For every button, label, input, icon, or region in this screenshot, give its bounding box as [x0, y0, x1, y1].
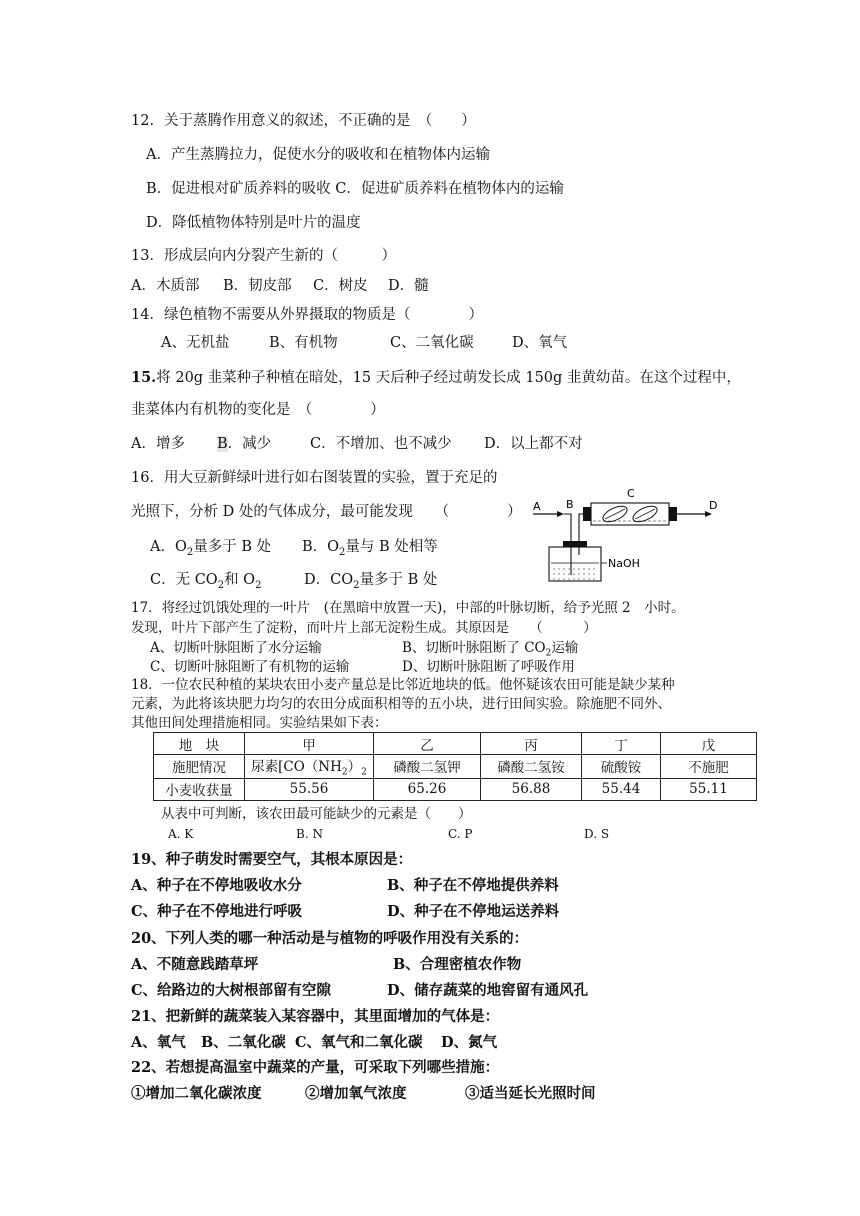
inlet-arrowhead	[557, 511, 564, 517]
table-cell-fert-ding: 硫酸铵	[582, 755, 661, 779]
table-header-fertilizer: 施肥情况	[154, 755, 245, 779]
label-c: C	[627, 487, 635, 500]
q15-text: 将 20g 韭菜种子种植在暗处，15 天后种子经过萌发长成 150g 韭黄幼苗。在这个过程中，	[156, 370, 741, 386]
q18-option-d: D. S	[584, 827, 610, 841]
q15-option-b-text: ．减少	[227, 436, 272, 452]
table-row-fertilizer	[154, 755, 757, 779]
table-row-yield	[154, 778, 757, 800]
q14-option-b: B、有机物	[269, 335, 338, 351]
q19-option-c: C、种子在不停地进行呼吸	[131, 903, 303, 920]
q19-option-b: B、种子在不停地提供养料	[387, 877, 559, 894]
q15-option-d: D．以上都不对	[484, 436, 583, 452]
table-cell-yield-yi: 65.26	[374, 778, 481, 800]
q20-option-c: C、给路边的大树根部留有空隙	[131, 982, 332, 999]
q22-option-1: ①增加二氧化碳浓度	[131, 1085, 262, 1102]
q17-line2: 发现，叶片下部产生了淀粉，而叶片上部无淀粉生成。其原因是 （ ）	[131, 620, 597, 636]
table-col-ding: 丁	[582, 733, 661, 755]
table-cell-yield-ding: 55.44	[582, 778, 661, 800]
q12-option-d: D．降低植物体特别是叶片的温度	[146, 215, 361, 231]
q16-apparatus-figure	[527, 485, 737, 585]
q17-line1: 17．将经过饥饿处理的一叶片 (在黑暗中放置一天)，中部的叶脉切断，给予光照 2 小时。	[131, 600, 685, 616]
table-row-plots	[154, 733, 757, 755]
q20-option-b: B、合理密植农作物	[393, 956, 522, 973]
table-cell-yield-wu: 55.11	[661, 778, 757, 800]
q13-option-a: A．木质部	[131, 278, 200, 294]
q13-option-d: D．髓	[388, 278, 429, 294]
label-naoh: NaOH	[608, 557, 640, 570]
bottle-stopper	[563, 541, 587, 547]
q16-option-b: B．$O_2$量与 B 处相等	[302, 539, 438, 558]
q16-option-d: D．$CO_2$量多于 B 处	[304, 572, 438, 591]
glass-chamber	[591, 503, 669, 525]
q17-option-a: A、切断叶脉阻断了水分运输	[150, 640, 322, 656]
table-col-wu: 戊	[661, 733, 757, 755]
fertilizer-results-table	[153, 732, 757, 801]
q13-option-b: B．韧皮部	[223, 278, 292, 294]
q20-stem: 20、下列人类的哪一种活动是与植物的呼吸作用没有关系的：	[131, 930, 529, 947]
table-col-jia: 甲	[245, 733, 374, 755]
table-cell-urea: 尿素[$CO(NH_2)_2$	[245, 755, 374, 779]
table-col-yi: 乙	[374, 733, 481, 755]
q22-stem: 22、若想提高温室中蔬菜的产量，可采取下列哪些措施：	[131, 1059, 500, 1076]
q16-line2: 光照下，分析 D 处的气体成分，最可能发现 （ ）	[131, 504, 522, 520]
table-cell-fert-wu: 不施肥	[661, 755, 757, 779]
q15-option-a: A．增多	[131, 436, 185, 452]
q20-option-a: A、不随意践踏草坪	[131, 956, 259, 973]
table-cell-fert-bing: 磷酸二氢铵	[481, 755, 582, 779]
table-cell-yield-jia: 55.56	[245, 778, 374, 800]
q13-stem: 13．形成层向内分裂产生新的（ ）	[131, 248, 396, 264]
q18-option-a: A. K	[168, 827, 194, 841]
q14-option-c: C、二氧化碳	[390, 335, 474, 351]
q18-option-c: C. P	[448, 827, 473, 841]
naoh-bottle	[549, 547, 601, 581]
q17-option-c: C、切断叶脉阻断了有机物的运输	[150, 659, 350, 675]
q16-option-c: C．无 $CO_2$和 $O_2$	[150, 572, 262, 591]
q15-option-b-letter: B	[217, 436, 228, 452]
right-stopper	[669, 507, 677, 521]
q13-option-c: C．树皮	[313, 278, 368, 294]
q18-option-b: B. N	[296, 827, 323, 841]
table-cell-yield-bing: 56.88	[481, 778, 582, 800]
q16-option-a: A．$O_2$量多于 B 处	[150, 539, 272, 558]
q21-option-d: D、氮气	[441, 1034, 498, 1051]
q22-option-3: ③适当延长光照时间	[465, 1085, 596, 1102]
q21-stem: 21、把新鲜的蔬菜装入某容器中，其里面增加的气体是：	[131, 1008, 500, 1025]
q22-option-2: ②增加氧气浓度	[305, 1085, 407, 1102]
q12-option-bc: B．促进根对矿质养料的吸收 C．促进矿质养料在植物体内的运输	[146, 181, 564, 197]
left-stopper	[583, 507, 591, 521]
q21-option-a: A、氧气	[131, 1034, 186, 1051]
label-b: B	[566, 498, 574, 511]
q12-stem: 12．关于蒸腾作用意义的叙述，不正确的是 （ ）	[131, 113, 476, 129]
q18-line1: 18．一位农民种植的某块农田小麦产量总是比邻近地块的低。他怀疑该农田可能是缺少某种	[131, 677, 675, 693]
table-cell-fert-yi: 磷酸二氢钾	[374, 755, 481, 779]
label-a: A	[533, 500, 541, 513]
q15-number: 15.	[131, 369, 157, 386]
table-header-plot: 地 块	[154, 733, 245, 755]
q17-option-b: B、切断叶脉阻断了 $CO_2$运输	[402, 640, 579, 659]
q19-option-d: D、种子在不停地运送养料	[387, 903, 560, 920]
label-d: D	[709, 499, 718, 512]
inlet-tube	[564, 514, 571, 545]
q14-option-d: D、氧气	[512, 335, 568, 351]
q15-line2: 韭菜体内有机物的变化是 （ ）	[131, 402, 385, 418]
q17-option-d: D、切断叶脉阻断了呼吸作用	[402, 659, 575, 675]
q19-stem: 19、种子萌发时需要空气，其根本原因是：	[131, 851, 413, 868]
q15-option-c: C．不增加、也不减少	[310, 436, 452, 452]
q15-line1	[131, 369, 741, 387]
q21-option-c: C、氧气和二氧化碳	[295, 1034, 423, 1051]
table-col-bing: 丙	[481, 733, 582, 755]
q18-line2: 元素，为此将该块肥力均匀的农田分成面积相等的五小块，进行田间实验。除施肥不同外、	[131, 696, 671, 712]
q16-line1: 16．用大豆新鲜绿叶进行如右图装置的实验，置于充足的	[131, 470, 498, 486]
q14-stem: 14．绿色植物不需要从外界摄取的物质是（ ）	[131, 307, 483, 323]
q19-option-a: A、种子在不停地吸收水分	[131, 877, 302, 894]
q14-option-a: A、无机盐	[161, 335, 230, 351]
q18-after-text: 从表中可判断，该农田最可能缺少的元素是（ ）	[161, 806, 472, 822]
q20-option-d: D、储存蔬菜的地窖留有通风孔	[387, 982, 589, 999]
q12-option-a: A．产生蒸腾拉力，促使水分的吸收和在植物体内运输	[146, 147, 490, 163]
q21-option-b: B、二氧化碳	[201, 1034, 286, 1051]
table-header-yield: 小麦收获量	[154, 778, 245, 800]
q15-option-b	[217, 435, 271, 453]
q18-line3: 其他田间处理措施相同。实验结果如下表：	[131, 715, 388, 731]
